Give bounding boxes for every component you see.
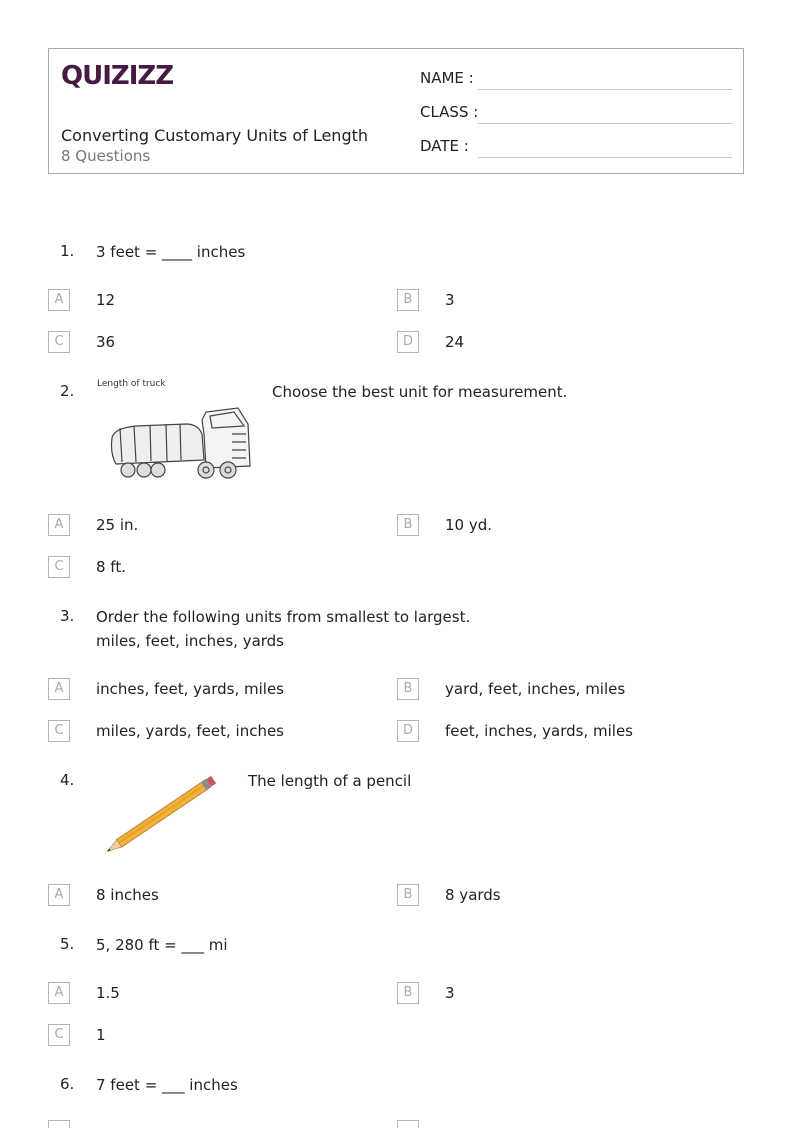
question-number: 1. <box>60 242 75 260</box>
truck-image <box>106 404 252 482</box>
name-line[interactable] <box>478 89 732 90</box>
option-text: 8 yards <box>445 886 501 904</box>
name-label: NAME : <box>420 69 474 87</box>
option-text: 3 <box>445 291 455 309</box>
option-text: 8 inches <box>96 886 159 904</box>
option-letter-box[interactable]: A <box>48 884 70 906</box>
option-text: feet, inches, yards, miles <box>445 722 633 740</box>
date-line[interactable] <box>478 157 732 158</box>
option-letter-box[interactable]: D <box>397 720 419 742</box>
option-letter-box[interactable]: C <box>48 1024 70 1046</box>
image-caption: Length of truck <box>97 379 166 389</box>
date-label: DATE : <box>420 137 469 155</box>
option-letter-box[interactable] <box>397 1120 419 1128</box>
question-text: Order the following units from smallest to largest. <box>96 608 471 626</box>
option-letter-box[interactable]: A <box>48 982 70 1004</box>
class-label: CLASS : <box>420 103 479 121</box>
quizizz-logo: QUIZIZZ <box>61 61 174 91</box>
pencil-image <box>100 768 230 858</box>
option-letter-box[interactable]: C <box>48 331 70 353</box>
option-letter-box[interactable]: A <box>48 678 70 700</box>
option-text: 8 ft. <box>96 558 126 576</box>
question-text: Choose the best unit for measurement. <box>272 383 568 401</box>
option-letter-box[interactable]: B <box>397 514 419 536</box>
option-text: miles, yards, feet, inches <box>96 722 284 740</box>
option-text: 10 yd. <box>445 516 493 534</box>
option-letter-box[interactable]: B <box>397 982 419 1004</box>
question-text: The length of a pencil <box>248 772 412 790</box>
option-letter-box[interactable]: B <box>397 289 419 311</box>
option-text: 36 <box>96 333 116 351</box>
question-text: 7 feet = ___ inches <box>96 1076 238 1094</box>
option-text: yard, feet, inches, miles <box>445 680 626 698</box>
option-letter-box[interactable]: B <box>397 678 419 700</box>
option-text: 1.5 <box>96 984 120 1002</box>
option-letter-box[interactable]: C <box>48 720 70 742</box>
class-line[interactable] <box>478 123 732 124</box>
question-number: 3. <box>60 607 75 625</box>
question-count: 8 Questions <box>61 147 151 165</box>
option-letter-box[interactable]: B <box>397 884 419 906</box>
question-text: 3 feet = ____ inches <box>96 243 246 261</box>
option-text: 12 <box>96 291 116 309</box>
question-number: 6. <box>60 1075 75 1093</box>
worksheet-title: Converting Customary Units of Length <box>61 126 369 145</box>
option-text: 1 <box>96 1026 106 1044</box>
worksheet-header <box>48 48 744 174</box>
option-letter-box[interactable]: A <box>48 514 70 536</box>
question-text: 5, 280 ft = ___ mi <box>96 936 228 954</box>
option-letter-box[interactable] <box>48 1120 70 1128</box>
question-text-line-2: miles, feet, inches, yards <box>96 632 284 650</box>
question-number: 5. <box>60 935 75 953</box>
option-letter-box[interactable]: C <box>48 556 70 578</box>
question-number: 2. <box>60 382 75 400</box>
option-letter-box[interactable]: A <box>48 289 70 311</box>
option-text: 25 in. <box>96 516 139 534</box>
option-text: inches, feet, yards, miles <box>96 680 284 698</box>
option-text: 3 <box>445 984 455 1002</box>
option-text: 24 <box>445 333 465 351</box>
option-letter-box[interactable]: D <box>397 331 419 353</box>
question-number: 4. <box>60 771 75 789</box>
